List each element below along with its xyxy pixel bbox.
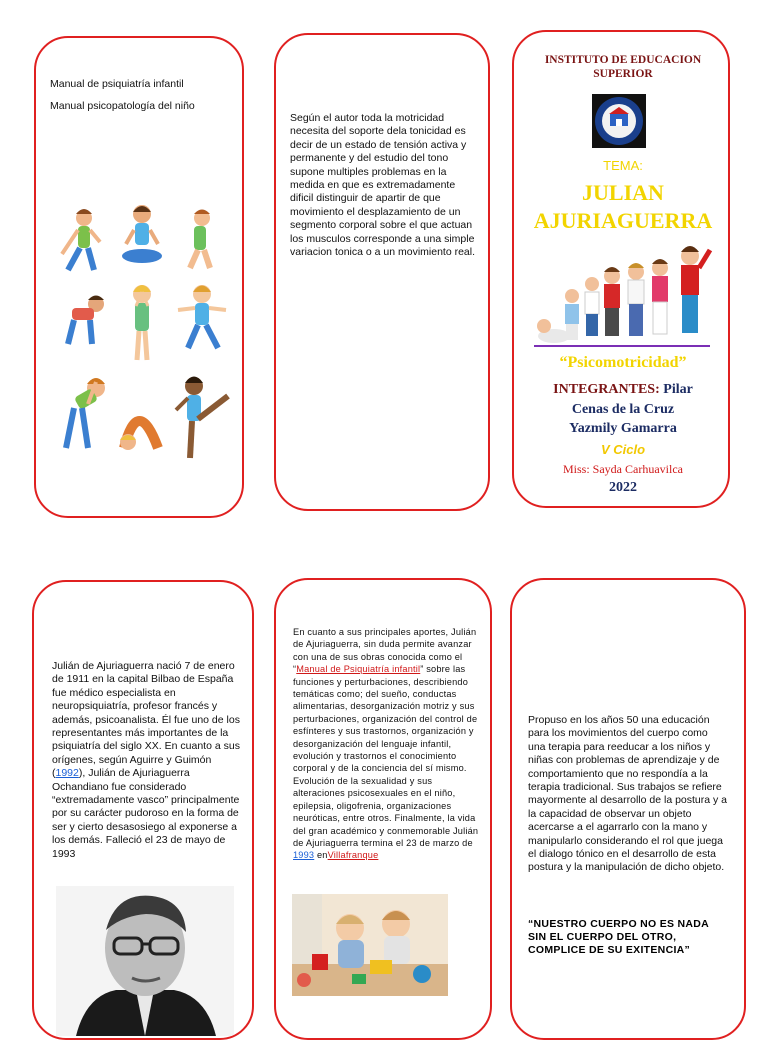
contrib-en: en xyxy=(314,850,328,861)
teacher-name: Miss: Sayda Carhuavilca xyxy=(563,462,683,476)
yoga-kids-illustration xyxy=(54,198,234,468)
kid-figure xyxy=(176,377,228,459)
kid-figure xyxy=(122,205,162,263)
tema-label: TEMA: xyxy=(603,158,643,173)
integrantes-label: INTEGRANTES: xyxy=(553,382,660,397)
children-group-photo xyxy=(532,244,714,346)
quote: “NUESTRO CUERPO NO ES NADA SIN EL CUERPO DEL OTRO, COMPLICE DE SU EXITENCIA” xyxy=(528,918,709,956)
panel-contributions xyxy=(274,578,492,1040)
year-1992-link[interactable]: 1992 xyxy=(55,767,79,780)
kid-figure xyxy=(178,285,226,348)
purple-divider xyxy=(534,345,710,347)
contributions-paragraph xyxy=(293,626,481,862)
portrait-photo xyxy=(56,886,234,1036)
book-title-1: Manual de psiquiatría infantil xyxy=(50,78,184,90)
year: 2022 xyxy=(609,480,637,495)
member-1-rest: Cenas de la Cruz xyxy=(571,402,675,417)
institute-logo xyxy=(592,94,646,148)
panel-proposal xyxy=(510,578,746,1040)
contrib-body: ” sobre las funciones y perturbaciones, describiendo temáticas como; del sueño, conductas alimentarias, desorganización motriz y sus perturbaciones, organización del control de esfínteres y sus trastornos, organización y desorganización del lenguaje infantil, evolución y trastornos el conocimiento corporal y de la conciencia del sí mismo. Evolución de la sexualidad y sus alteraciones psicosexuales en el niño, epilepsia, oligofrenia, organizaciones neuróticas, entre otros. Finalmente, la vida del gran académico y conmemorable Julián de Ajuriaguerra termina el 23 de marzo de xyxy=(293,664,479,848)
panel-motricidad xyxy=(274,33,490,511)
panel-cover xyxy=(512,30,730,508)
kid-figure xyxy=(66,378,105,448)
bio-text-end: ), Julián de Ajuriaguerra Ochandiano fue considerado “extremadamente vasco” principalmente por su carácter pudoroso en la forma de ser y cierto desasosiego al exponerse a los demás. Falleció el 23 de mayo de 1993 xyxy=(52,767,240,860)
subtitle: “Psicomotricidad” xyxy=(559,354,687,371)
member-1-first: Pilar xyxy=(663,382,693,397)
kid-figure xyxy=(62,209,100,270)
kid-figure xyxy=(133,285,151,360)
contrib-intro: En cuanto a sus principales aportes, Julián de Ajuriaguerra, sin duda permite avanzar con una de sus obras conocida como el “ xyxy=(293,627,477,675)
biography-paragraph xyxy=(52,660,242,861)
proposal-paragraph: Propuso en los años 50 una educación para los movimientos del cuerpo como una terapia para reeducar a los niños y niñas con problemas de aprendizaje y de comportamiento que no respondía a la terapia tradicional. Sus trabajos se refiere mayormente al desarrollo de la postura y a la capacidad de observar un objeto acercarse a el agarrarlo con la mano y manipularlo considerando el rol que juega el dialogo tónico en el desarrollo de esta postura y la manipulación de dicho objeto. xyxy=(528,714,728,874)
member-2: Yazmily Gamarra xyxy=(569,421,677,436)
panel-books xyxy=(34,36,244,518)
villafranque-link[interactable]: Villafranque xyxy=(327,850,379,861)
kid-figure xyxy=(68,296,104,345)
kid-figure xyxy=(120,421,158,450)
book-title-2: Manual psicopatología del niño xyxy=(50,100,195,112)
author-name-line-2: AJURIAGUERRA xyxy=(533,208,713,233)
integrantes-line xyxy=(514,382,730,398)
year-1993-link[interactable]: 1993 xyxy=(293,850,315,861)
cycle-label: V Ciclo xyxy=(600,442,646,457)
institute-line-1: INSTITUTO DE EDUCACION xyxy=(544,54,702,66)
motricidad-paragraph: Según el autor toda la motricidad necesita del soporte dela tonicidad es decir de un estado de tensión activa y permanente y del estudio del tono supone multiples problemas en la medida en que es extremadamente dificil distinguir de apartir de que movimiento el desplazamiento de un segmento corporal sobre el que actuan los musculos corresponde a una simple variacion tonica o a un movimiento real. xyxy=(290,112,476,259)
institute-line-2: SUPERIOR xyxy=(593,68,653,80)
bio-text-start: Julián de Ajuriaguerra nació 7 de enero de 1911 en la capital Bilbao de España fue médico especialista en neuropsiquiatría, profesor francés y además, psicoanalista. Él fue uno de los representantes más importantes de la psiquiatría del siglo XX. En cuanto a sus orígenes, según Aguirre y Guimón ( xyxy=(52,660,240,780)
manual-link[interactable]: Manual de Psiquiatría infantil xyxy=(296,664,421,675)
author-name-line-1: JULIAN xyxy=(582,180,664,205)
panel-biography xyxy=(32,580,254,1040)
kid-figure xyxy=(190,210,210,269)
babies-playing-photo xyxy=(292,894,448,996)
